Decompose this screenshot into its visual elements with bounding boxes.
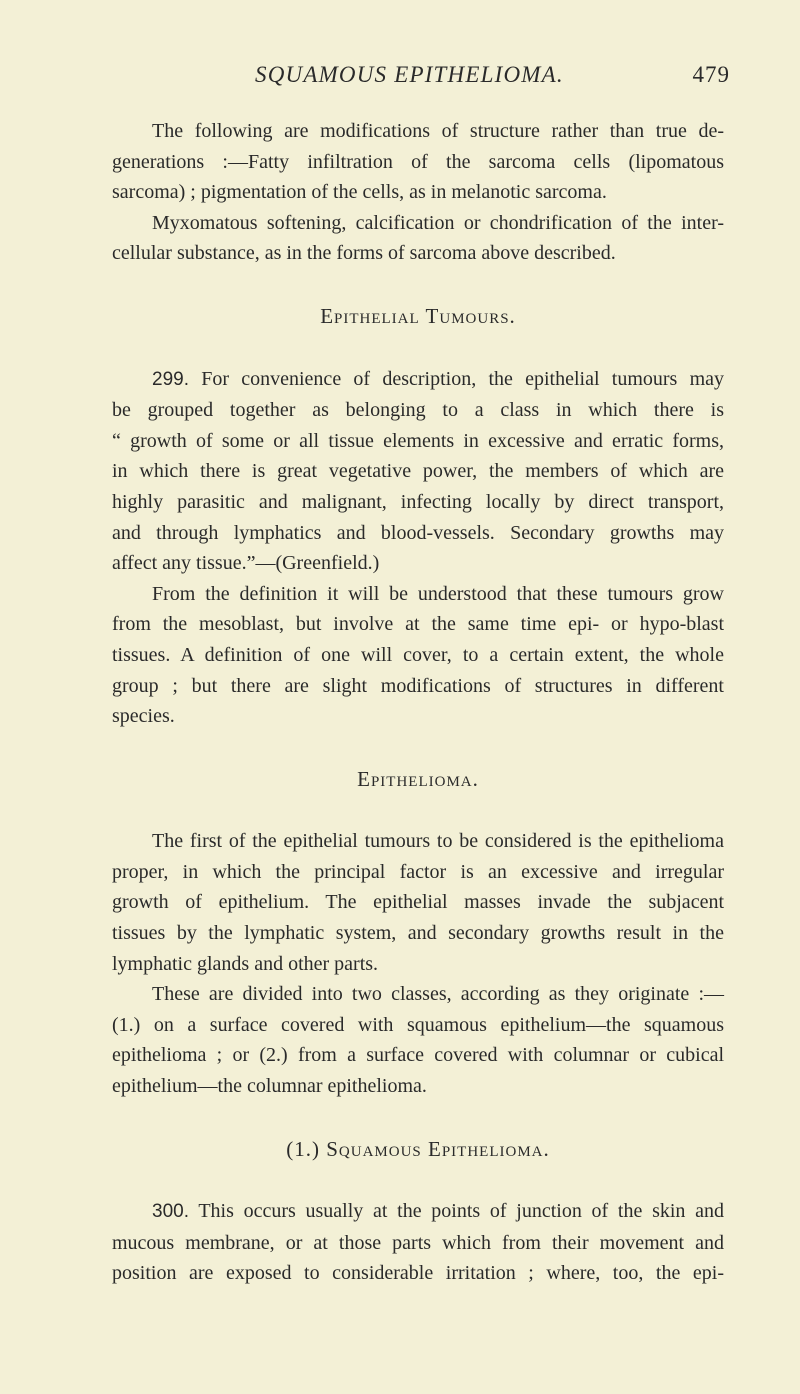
text-line: proper, in which the principal factor is an excessive and irregular xyxy=(112,860,724,883)
text-line: These are divided into two classes, according as they originate :— xyxy=(152,983,724,1006)
paragraph-degenerations xyxy=(112,116,724,208)
text-line: be grouped together as belonging to a class in which there is xyxy=(112,399,724,422)
text-line: From the definition it will be understood that these tumours grow xyxy=(152,582,724,605)
paragraph-number: 299. xyxy=(152,368,189,390)
text-line: The first of the epithelial tumours to be considered is the epithelioma xyxy=(152,830,724,853)
text-line: tissues. A definition of one will cover, to a certain extent, the whole xyxy=(112,643,724,666)
text-line-content: For convenience of description, the epithelial tumours may xyxy=(188,367,724,390)
text-line: The following are modifications of structure rather than true de- xyxy=(152,120,724,142)
text-line-content: This occurs usually at the points of junction of the skin and xyxy=(188,1200,724,1223)
paragraph-299 xyxy=(112,364,724,579)
text-line: (1.) on a surface covered with squamous epithelium—the squamous xyxy=(112,1013,724,1036)
text-line: epithelioma ; or (2.) from a surface covered with columnar or cubical xyxy=(112,1044,724,1067)
text-line: position are exposed to considerable irritation ; where, too, the epi- xyxy=(112,1262,724,1285)
paragraph-myxomatous xyxy=(112,208,724,269)
text-line: species. xyxy=(112,705,175,728)
text-line: from the mesoblast, but involve at the same time epi- or hypo-blast xyxy=(112,613,724,636)
text-line: generations :—Fatty infiltration of the sarcoma cells (lipomatous xyxy=(112,150,724,173)
text-line: group ; but there are slight modifications of structures in different xyxy=(112,674,724,697)
text-line: “ growth of some or all tissue elements in excessive and erratic forms, xyxy=(112,429,724,452)
text-line: lymphatic glands and other parts. xyxy=(112,952,379,975)
text-line: mucous membrane, or at those parts which from their movement and xyxy=(112,1231,724,1254)
text-line: growth of epithelium. The epithelial masses invade the subjacent xyxy=(112,891,724,914)
text-line: epithelium—the columnar epithelioma. xyxy=(112,1075,427,1098)
section-heading-epithelial-tumours: Epithelial Tumours. xyxy=(320,303,516,328)
running-head: SQUAMOUS EPITHELIOMA. xyxy=(255,62,564,87)
text-line xyxy=(112,1196,724,1228)
page-number: 479 xyxy=(692,62,730,87)
paragraph-number: 300. xyxy=(152,1201,189,1223)
text-line: and through lymphatics and blood-vessels. Secondary growths may xyxy=(112,521,724,544)
paragraph-classes xyxy=(112,979,724,1101)
section-heading-epithelioma: Epithelioma. xyxy=(357,766,479,791)
section-heading-squamous-epithelioma: (1.) Squamous Epithelioma. xyxy=(286,1136,550,1161)
text-line: highly parasitic and malignant, infecting locally by direct transport, xyxy=(112,490,724,513)
text-line xyxy=(112,364,724,396)
body-text xyxy=(112,116,724,1289)
text-line: sarcoma) ; pigmentation of the cells, as in melanotic sarcoma. xyxy=(112,181,607,204)
text-line: cellular substance, as in the forms of sarcoma above described. xyxy=(112,242,616,265)
text-line: Myxomatous softening, calcification or chondrification of the inter- xyxy=(152,211,724,234)
text-line: tissues by the lymphatic system, and secondary growths result in the xyxy=(112,922,724,945)
text-line: in which there is great vegetative power, the members of which are xyxy=(112,460,724,483)
page-header xyxy=(160,62,730,98)
paragraph-300 xyxy=(112,1196,724,1289)
text-line: affect any tissue.”—(Greenfield.) xyxy=(112,552,380,575)
paragraph-definition xyxy=(112,579,724,732)
paragraph-epithelioma-proper xyxy=(112,826,724,979)
